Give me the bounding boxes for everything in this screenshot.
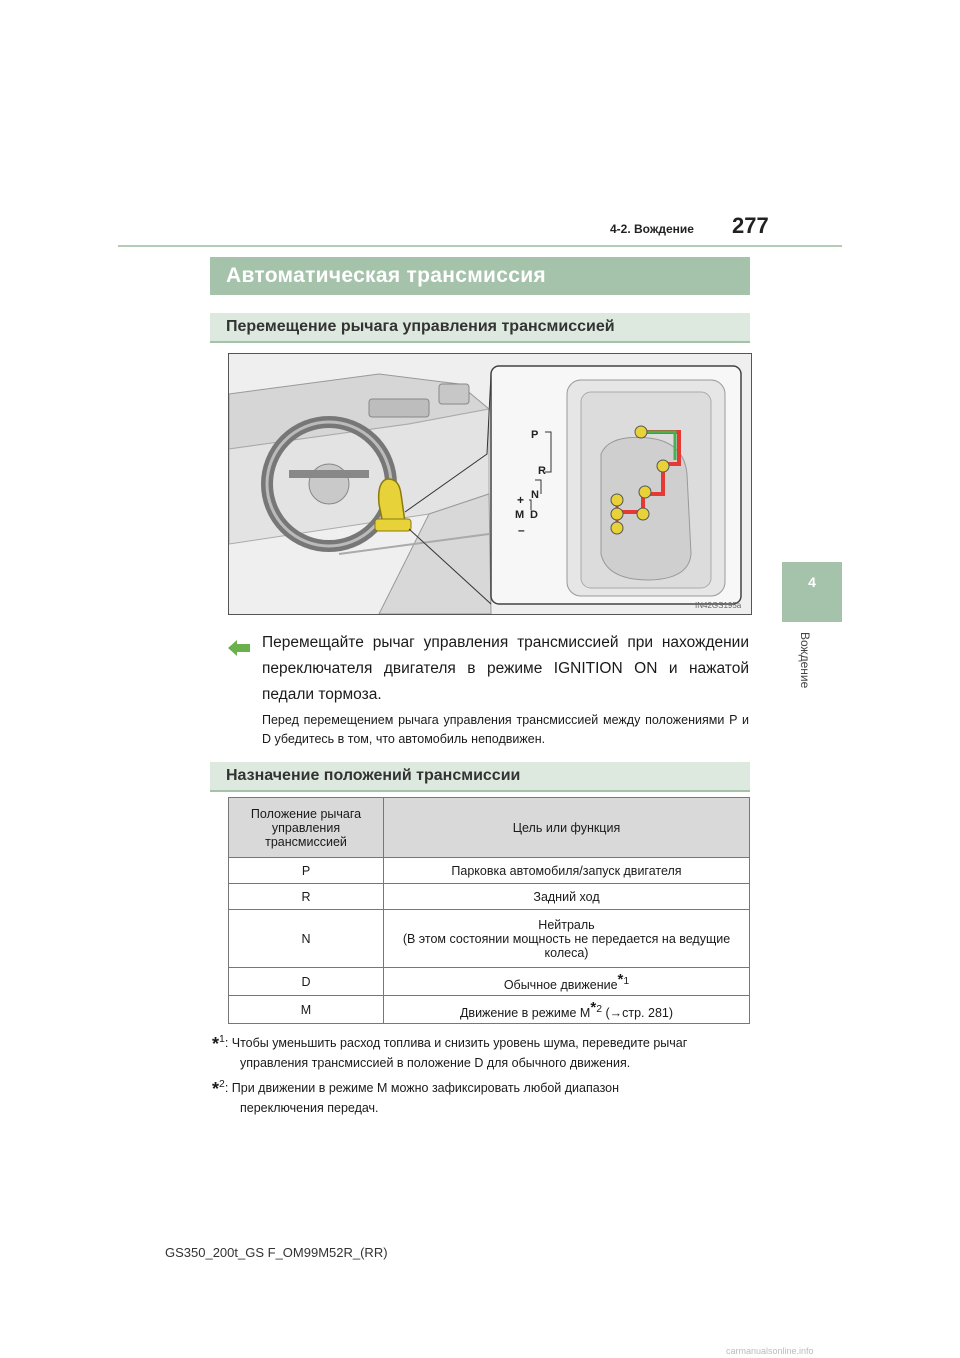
page-reference-link[interactable]: (→стр. 281) [605, 1006, 674, 1021]
watermark: carmanualsonline.info [726, 1346, 814, 1356]
footnote-2 [212, 1075, 750, 1118]
footnote-mark: * [590, 999, 597, 1017]
table-row [229, 910, 750, 968]
footnote-number: 2 [219, 1079, 225, 1090]
illustration-svg [229, 354, 751, 614]
shift-label-p: P [531, 429, 539, 441]
transmission-positions-table [228, 797, 750, 1024]
shift-label-d: D [530, 509, 538, 521]
footnote-mark: * [212, 1034, 220, 1055]
table-header-position: Положение рычага управления трансмиссией [229, 798, 384, 858]
section-label: 4-2. Вождение [610, 222, 694, 236]
shift-lever-illustration [228, 353, 752, 615]
footnote-text-cont: переключения передач. [240, 1101, 379, 1116]
footnote-text: : При движении в режиме M можно зафиксировать любой диапазон [224, 1081, 620, 1096]
table-cell-function [384, 910, 750, 968]
function-line-1: Нейтраль [538, 917, 595, 932]
table-row [229, 996, 750, 1024]
table-row [229, 968, 750, 996]
note-text: Перед перемещением рычага управления трансмиссией между положениями P и D убедитесь в том, что автомобиль неподвижен. [262, 713, 749, 746]
table-row [229, 884, 750, 910]
table-cell-position: N [229, 910, 384, 968]
instruction-text: Перемещайте рычаг управления трансмиссией при нахождении переключателя двигателя в режиме IGNITION ON и нажатой педали тормоза. [262, 634, 749, 703]
left-arrow-icon [228, 640, 250, 656]
page-number: 277 [732, 213, 769, 238]
table-cell-position: P [229, 858, 384, 884]
function-text: Обычное движение [503, 978, 618, 993]
footnote-mark: * [617, 971, 624, 988]
chapter-tab-label-wrap [782, 632, 842, 702]
shift-label-plus: + [517, 493, 525, 507]
shift-label-n: N [531, 489, 539, 501]
shift-label-minus: – [518, 523, 525, 537]
footnote-text-cont: управления трансмиссией в положение D для обычного движения. [240, 1056, 631, 1071]
subsection-title-bar-2 [210, 762, 750, 792]
subsection-title-bar [210, 313, 750, 343]
table-cell-position: D [229, 968, 384, 996]
table-cell-function: Парковка автомобиля/запуск двигателя [384, 858, 750, 884]
chapter-tab-label: Вождение [798, 632, 812, 689]
footnote-mark: * [212, 1079, 220, 1100]
header-divider [118, 245, 842, 247]
function-text: Движение в режиме M [459, 1006, 591, 1021]
footnote-number: 1 [219, 1034, 225, 1045]
table-cell-function [384, 996, 750, 1024]
page-title: Автоматическая трансмиссия [226, 264, 546, 287]
shift-label-r: R [538, 465, 546, 477]
table-cell-function: Задний ход [384, 884, 750, 910]
footnote-number: 2 [596, 1004, 602, 1016]
table-header-row [229, 798, 750, 858]
figure-code: IN42GS195a [695, 601, 742, 610]
table-cell-position: R [229, 884, 384, 910]
footnote-1 [212, 1030, 750, 1073]
table-row [229, 858, 750, 884]
shift-label-m: M [515, 509, 525, 521]
subsection-title-2: Назначение положений трансмиссии [226, 767, 521, 784]
chapter-tab-number: 4 [808, 574, 816, 590]
main-title-bar [210, 257, 750, 295]
document-code: GS350_200t_GS F_OM99M52R_(RR) [165, 1245, 388, 1260]
table-cell-position: M [229, 996, 384, 1024]
table-header-function: Цель или функция [384, 798, 750, 858]
footnote-number: 1 [623, 976, 630, 987]
function-line-2: (В этом состоянии мощность не передается на ведущие колеса) [402, 931, 731, 960]
table-cell-function [384, 968, 750, 996]
chapter-tab [782, 562, 842, 622]
footnote-text: : Чтобы уменьшить расход топлива и снизить уровень шума, переведите рычаг [224, 1036, 688, 1051]
subsection-title: Перемещение рычага управления трансмиссией [226, 318, 615, 335]
